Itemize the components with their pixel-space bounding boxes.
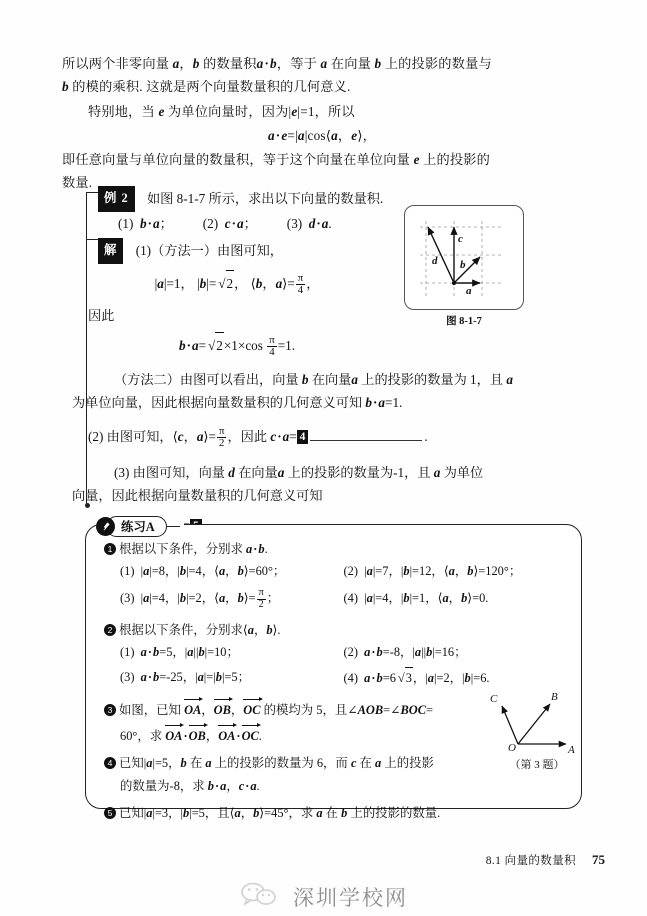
paragraph-1-line-1: 所以两个非零向量 a，b 的数量积a·b，等于 a 在向量 b 上的投影的数量与 <box>62 56 492 71</box>
solution-heading: 解 (1)（方法一）由图可知， <box>98 238 582 264</box>
exercise-item-3 <box>104 698 504 747</box>
example-subitem-3: (3) d·a. <box>286 216 332 231</box>
paragraph-1 <box>62 52 582 98</box>
figure-p3-label-O: O <box>508 742 516 754</box>
example-bracket <box>86 192 87 506</box>
answer-blank-4[interactable]: 4 <box>297 430 309 444</box>
exercise-item-2 <box>104 620 567 689</box>
exercise-badge-label: 练习A <box>106 516 167 537</box>
exercise-item-5 <box>104 803 567 824</box>
exercise-2-sub-4: (4) a·b=6 √ 3，|a|=2，|b|=6. <box>344 667 568 689</box>
figure-8-1-7 <box>404 205 524 310</box>
figure-p3-label-B: B <box>551 691 558 703</box>
page-footer <box>0 852 647 868</box>
watermark-text: 深圳学校网 <box>293 886 408 910</box>
exercise-1-sub-2: (2) |a|=7，|b|=12，⟨a，b⟩=120°； <box>343 564 522 578</box>
figure-label-d: d <box>432 255 438 267</box>
exercise-stem-1: 根据以下条件，分别求 a·b. <box>119 542 268 556</box>
figure-label-c: c <box>458 233 463 245</box>
example-method2-line-2: 为单位向量，因此根据向量数量积的几何意义可知 b·a=1. <box>72 395 403 410</box>
example-part3-line-1: (3) 由图可知，向量 d 在向量a 上的投影的数量为-1，且 a 为单位 <box>114 465 484 481</box>
exercise-badge <box>96 515 184 537</box>
figure-p3-label-A: A <box>568 744 575 756</box>
exercise-4-line-2: 的数量为-8，求 b·a，c·a. <box>120 779 260 794</box>
example-part3-line-2: 向量，因此根据向量数量积的几何意义可知 <box>72 488 323 504</box>
exercise-item-1 <box>104 539 567 610</box>
exercise-4-line-1: 已知|a|=5，b 在 a 上的投影的数量为 6，而 c 在 a 上的投影 <box>119 756 434 771</box>
exercise-5-line-1: 已知|a|=3，|b|=5，且⟨a，b⟩=45°，求 a 在 b 上的投影的数量. <box>119 806 441 821</box>
example-equation-2: b·a= √ 2×1×cos $\frac{\pi}{4}$ =1. <box>72 332 402 359</box>
exercise-2-sub-2: (2) a·b=-8，|a||b|=16； <box>343 645 467 660</box>
example-heading: 例 2 如图 8-1-7 所示，求出以下向量的数量积. <box>98 186 582 212</box>
exercise-3-line-2: 60°，求 OA· OB， OA· OC. <box>120 724 504 747</box>
example-therefore: 因此 <box>88 308 115 323</box>
figure-problem-3-caption: （第 3 题） <box>509 759 565 771</box>
exercise-2-sub-1: (1) a·b=5，|a||b|=10； <box>120 645 239 660</box>
answer-rule-4 <box>310 429 422 441</box>
watermark <box>0 880 647 913</box>
exercise-list <box>104 539 567 824</box>
top-body-text <box>62 52 582 194</box>
exercise-1-sub-1: (1) |a|=8，|b|=4，⟨a，b⟩=60°； <box>120 564 286 578</box>
paragraph-3-line-1: 即任意向量与单位向量的数量积，等于这个向量在单位向量 e 上的投影的 <box>62 152 491 167</box>
exercise-1-sub-3: (3) |a|=4，|b|=2，⟨a，b⟩= $\frac{\pi}{2}$ ； <box>120 587 280 610</box>
figure-problem-3 <box>490 691 580 764</box>
exercise-stem-2: 根据以下条件，分别求⟨a，b⟩. <box>119 623 281 638</box>
figure-label-b: b <box>460 259 466 271</box>
exercise-item-4 <box>104 753 504 797</box>
badge-rule <box>166 526 180 527</box>
exercise-number-4: 4 <box>104 757 116 769</box>
footer-section: 8.1 向量的数量积 <box>485 855 576 867</box>
exercise-number-5: 5 <box>104 807 116 819</box>
paragraph-2-formula: a·e=|a|cos⟨a，e⟩， <box>267 128 377 143</box>
exercise-number-3: 3 <box>104 704 116 716</box>
exercise-3-line-1: 如图，已知 OA， OB， OC 的模均为 5，且∠AOB=∠BOC= <box>119 703 433 717</box>
figure-8-1-7-caption: 图 8-1-7 <box>446 316 482 327</box>
paragraph-3-line-2: 数量. <box>62 175 93 190</box>
exercise-number-2: 2 <box>104 624 116 636</box>
example-method2-line-1: （方法二）由图可以看出，向量 b 在向量a 上的投影的数量为 1，且 a <box>114 372 513 387</box>
figure-label-a: a <box>466 285 472 297</box>
pen-icon <box>96 517 115 536</box>
exercise-number-1: 1 <box>104 543 116 555</box>
exercise-1-sub-4: (4) |a|=4，|b|=1，⟨a，b⟩=0. <box>343 591 489 605</box>
example-part2: (2) 由图可知，⟨c，a⟩= $\frac{\pi}{2}$ ，因此 c·a= 4 . <box>88 424 428 449</box>
paragraph-2-line-1: 特别地，当 e 为单位向量时，因为|e|=1，所以 <box>88 104 355 119</box>
figure-p3-label-C: C <box>490 693 498 705</box>
example-subitem-1: (1) b·a； <box>118 216 173 231</box>
paragraph-1-line-2: b 的模的乘积. 这就是两个向量数量积的几何意义. <box>62 79 351 94</box>
example-subitem-2: (2) c·a； <box>202 216 257 231</box>
solution-tag: 解 <box>98 238 123 264</box>
example-equation-1: |a|=1， |b|= √ 2， ⟨b，a⟩= $\frac{\pi}{4}$ ， <box>72 270 402 297</box>
example-tag: 例 2 <box>98 186 135 212</box>
footer-page-number: 75 <box>592 852 605 867</box>
wechat-icon <box>239 880 279 913</box>
exercise-2-sub-3: (3) a·b=-25，|a|=|b|=5； <box>120 670 251 685</box>
